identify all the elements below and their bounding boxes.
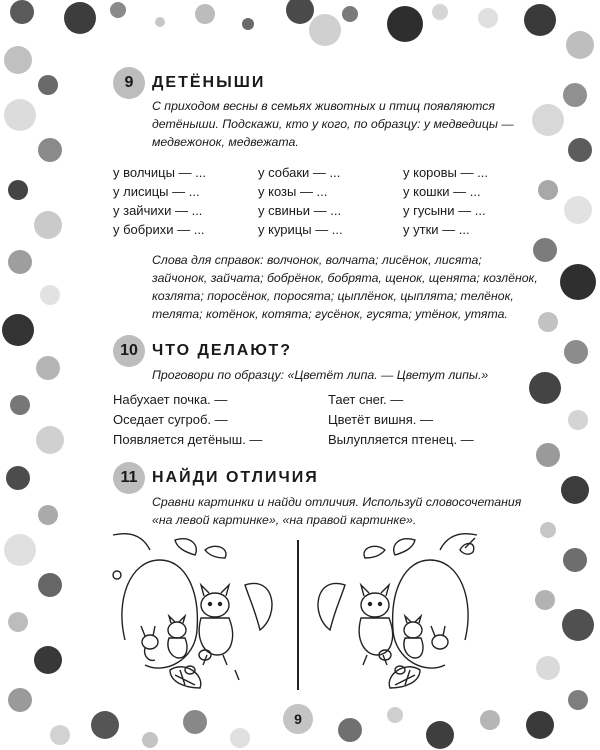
hint-line: телята; котёнок, котята; гусёнок, гусята; утёнок, утята. (152, 307, 508, 321)
section-9-title: ДЕТЁНЫШИ (152, 74, 266, 91)
animals-grid (113, 163, 533, 239)
section-10-number: 10 (113, 335, 145, 367)
animal-item: у свиньи — ... (258, 203, 342, 218)
animal-item: у бобрихи — ... (113, 222, 205, 237)
phrase-item: Цветёт вишня. — (328, 412, 433, 427)
animal-item: у волчицы — ... (113, 165, 206, 180)
animal-item: у гусыни — ... (403, 203, 486, 218)
phrase-item: Тает снег. — (328, 392, 404, 407)
picture-divider (297, 540, 299, 690)
animal-item: у козы — ... (258, 184, 328, 199)
phrase-item: Вылупляется птенец. — (328, 432, 474, 447)
hint-line: зайчонок, зайчата; бобрёнок, бобрята, щенок, щенята; козлёнок, (152, 271, 538, 285)
section-11-intro-line: Сравни картинки и найди отличия. Используй словосочетания (152, 495, 522, 509)
phrase-item: Набухает почка. — (113, 392, 228, 407)
phrase-item: Появляется детёныш. — (113, 432, 263, 447)
section-10-intro: Проговори по образцу: «Цветёт липа. — Цветут липы.» (152, 368, 489, 382)
animal-item: у коровы — ... (403, 165, 488, 180)
animal-item: у курицы — ... (258, 222, 343, 237)
section-9-intro-line: С приходом весны в семьях животных и птиц появляются (152, 99, 495, 113)
left-squirrel-picture (105, 530, 285, 690)
animal-item: у утки — ... (403, 222, 470, 237)
animal-item: у собаки — ... (258, 165, 341, 180)
page-number: 9 (283, 704, 313, 734)
animal-item: у кошки — ... (403, 184, 481, 199)
hint-line: козлята; поросёнок, поросята; цыплёнок, цыплята; телёнок, (152, 289, 514, 303)
section-11-number: 11 (113, 462, 145, 494)
section-10-title: ЧТО ДЕЛАЮТ? (152, 342, 293, 359)
right-squirrel-picture (305, 530, 485, 690)
phrases-grid (113, 390, 513, 450)
section-9-intro-line: медвежонок, медвежата. (152, 135, 299, 149)
animal-item: у лисицы — ... (113, 184, 200, 199)
section-9-intro-line: детёныши. Подскажи, кто у кого, по образцу: у медведицы — (152, 117, 514, 131)
section-11-intro-line: «на левой картинке», «на правой картинке». (152, 513, 417, 527)
animal-item: у зайчихи — ... (113, 203, 203, 218)
hint-line: Слова для справок: волчонок, волчата; лисёнок, лисята; (152, 253, 482, 267)
phrase-item: Оседает сугроб. — (113, 412, 228, 427)
section-9-number: 9 (113, 67, 145, 99)
section-11-title: НАЙДИ ОТЛИЧИЯ (152, 469, 319, 486)
